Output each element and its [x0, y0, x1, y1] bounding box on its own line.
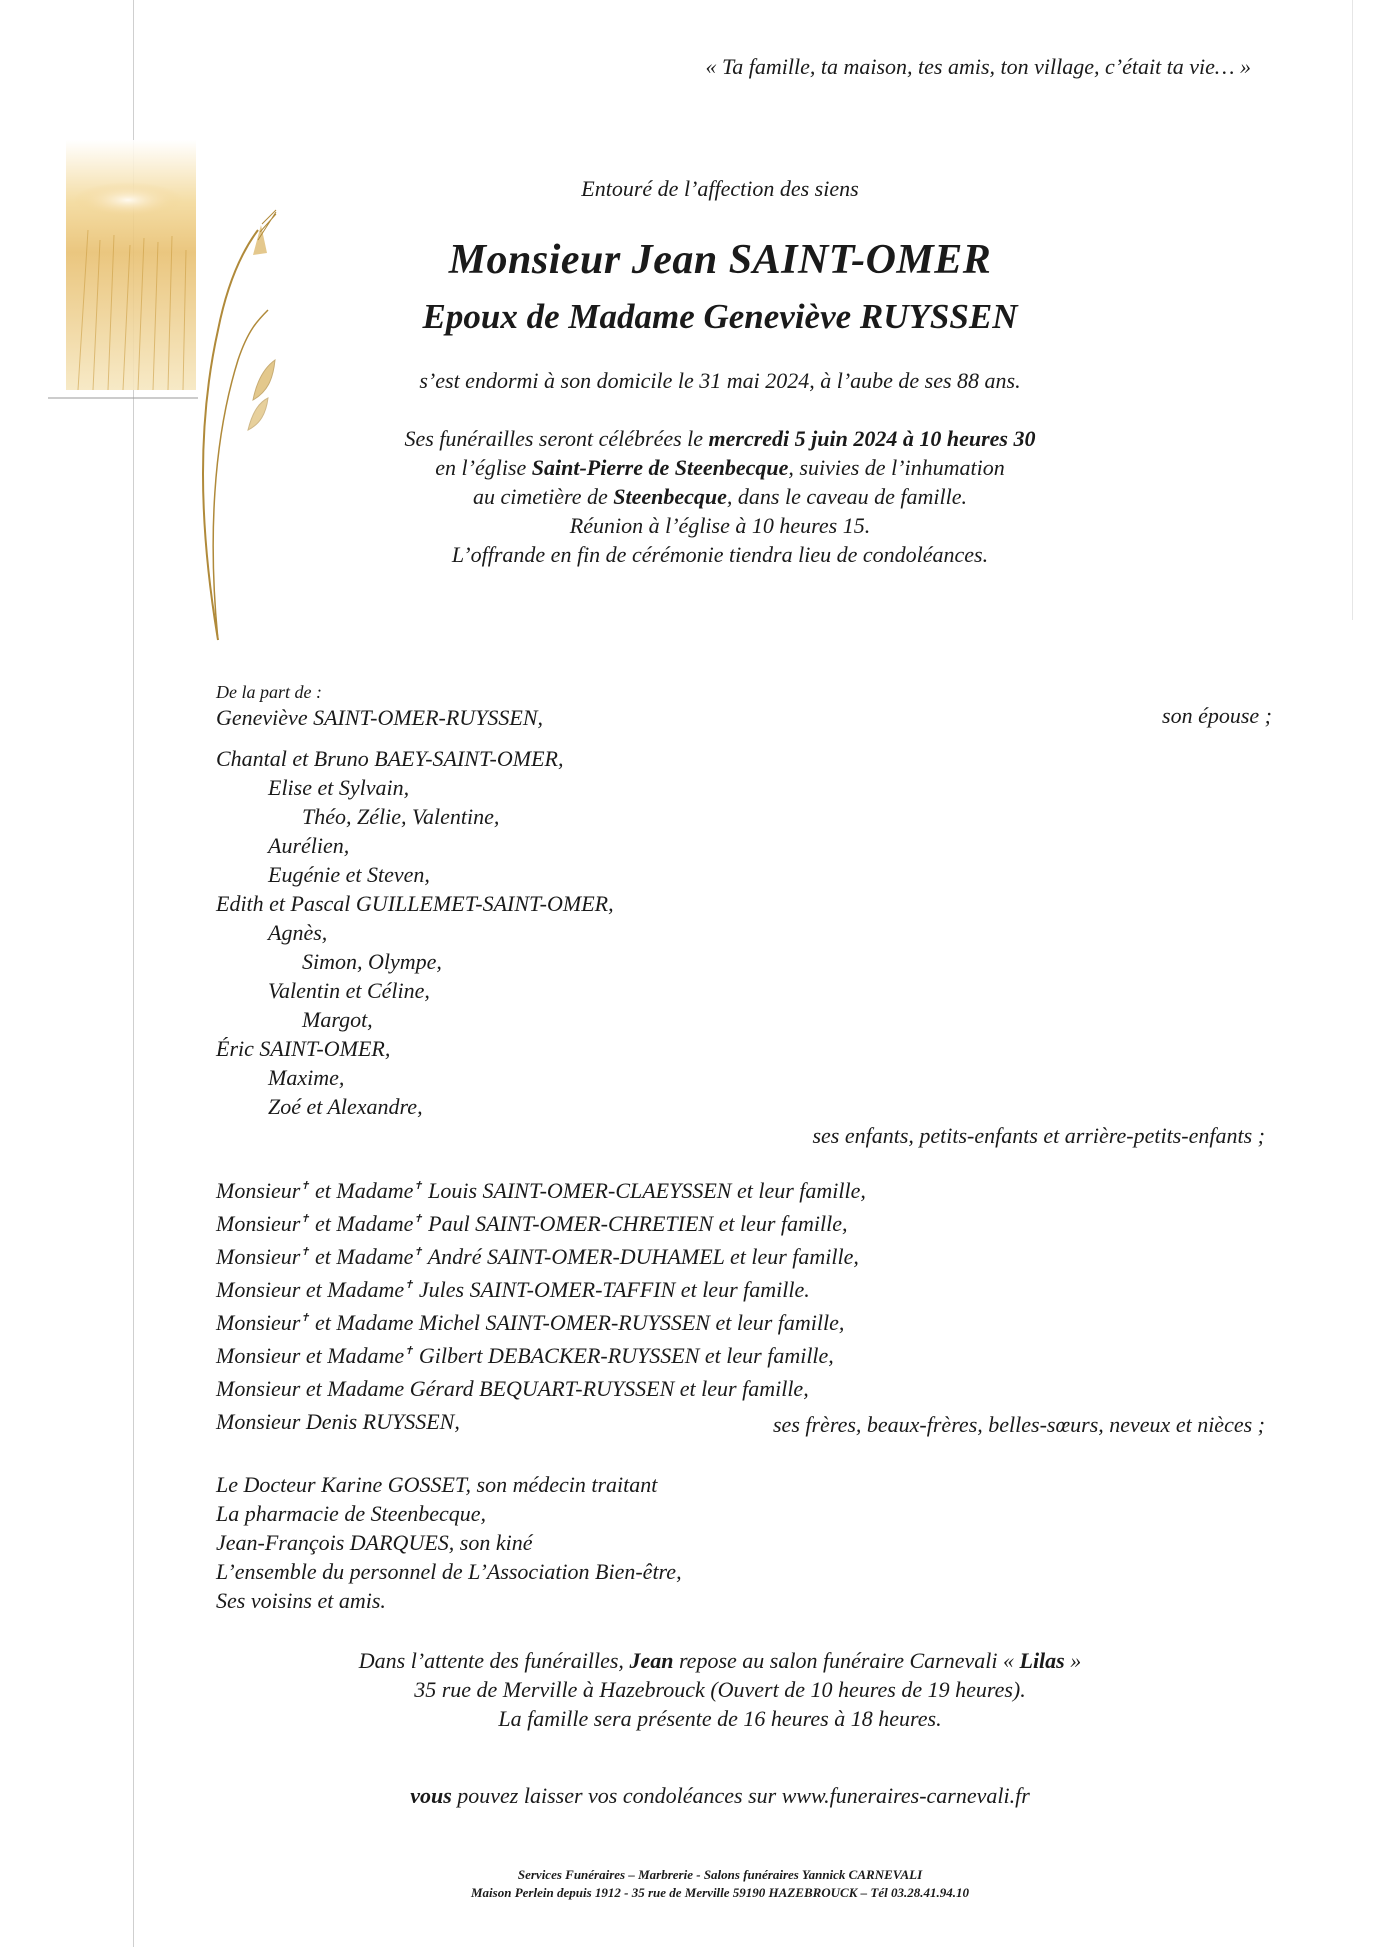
church-name: Saint-Pierre de Steenbecque [531, 455, 789, 480]
sibling-text: Monsieur [216, 1376, 301, 1401]
family-member: Éric SAINT-OMER, [216, 1036, 391, 1061]
sibling-line [216, 1304, 866, 1337]
family-member: Chantal et Bruno BAEY-SAINT-OMER, [216, 746, 564, 771]
funeral-text: , dans le caveau de famille. [726, 484, 968, 509]
condolences-text: pouvez laisser vos condoléances sur www.funeraires-carnevali.fr [451, 1783, 1030, 1808]
deceased-cross-icon: ✝ [300, 1312, 310, 1324]
funeral-details [250, 424, 1190, 569]
others-list [216, 1470, 682, 1615]
repose-line-3: La famille sera présente de 16 heures à 18 heures. [498, 1706, 942, 1731]
funeral-text: , suivies de l’inhumation [788, 455, 1005, 480]
sibling-line [216, 1337, 866, 1370]
siblings-relation: ses frères, beaux-frères, belles-sœurs, neveux et nièces ; [773, 1412, 1265, 1437]
sibling-text: Jules SAINT-OMER-TAFFIN et leur famille. [413, 1277, 810, 1302]
family-member: Valentin et Céline, [268, 978, 430, 1003]
family-member: Eugénie et Steven, [268, 862, 430, 887]
deceased-cross-icon: ✝ [300, 1213, 310, 1225]
sibling-line [216, 1370, 866, 1403]
sibling-text: Gilbert DEBACKER-RUYSSEN et leur famille, [413, 1343, 834, 1368]
other-mourner: L’ensemble du personnel de L’Association Bien-être, [216, 1559, 682, 1584]
family-member: Elise et Sylvain, [268, 775, 410, 800]
sibling-text: et Madame [309, 1178, 414, 1203]
family-member: Aurélien, [268, 833, 350, 858]
other-mourner: Le Docteur Karine GOSSET, son médecin traitant [216, 1472, 658, 1497]
other-mourner: La pharmacie de Steenbecque, [216, 1501, 487, 1526]
funeral-date: mercredi 5 juin 2024 à 10 heures 30 [708, 426, 1036, 451]
sibling-text: Monsieur [216, 1310, 301, 1335]
sibling-text: Monsieur [216, 1277, 301, 1302]
sibling-text: André SAINT-OMER-DUHAMEL et leur famille, [422, 1244, 859, 1269]
sibling-text: Michel SAINT-OMER-RUYSSEN et leur famille, [413, 1310, 845, 1335]
footer-line-1: Services Funéraires – Marbrerie - Salons funéraires Yannick CARNEVALI [517, 1867, 923, 1882]
footer [340, 1866, 1100, 1902]
surrounded-line: Entouré de l’affection des siens [581, 176, 859, 201]
deceased-cross-icon: ✝ [404, 1345, 414, 1357]
wife-name: Geneviève SAINT-OMER-RUYSSEN, [216, 705, 544, 730]
sibling-text: Monsieur [216, 1343, 301, 1368]
siblings-list [216, 1172, 866, 1436]
family-member: Agnès, [268, 920, 328, 945]
sibling-text: Monsieur Denis RUYSSEN, [216, 1409, 460, 1434]
repose-text: repose au salon funéraire Carnevali « [673, 1648, 1020, 1673]
funeral-text: Ses funérailles seront célébrées le [404, 426, 709, 451]
family-member: Zoé et Alexandre, [268, 1094, 423, 1119]
sibling-line [216, 1271, 866, 1304]
sibling-text: et Madame [300, 1376, 405, 1401]
deceased-cross-icon: ✝ [300, 1180, 310, 1192]
family-member: Edith et Pascal GUILLEMET-SAINT-OMER, [216, 891, 614, 916]
sibling-text: Monsieur [216, 1178, 301, 1203]
other-mourner: Jean-François DARQUES, son kiné [216, 1530, 533, 1555]
family-member: Théo, Zélie, Valentine, [302, 804, 500, 829]
opening-quote: « Ta famille, ta maison, tes amis, ton village, c’était ta vie… » [705, 54, 1251, 79]
family-member: Simon, Olympe, [302, 949, 442, 974]
sibling-text: et Madame [300, 1277, 405, 1302]
sibling-line [216, 1403, 866, 1436]
right-margin-line [1352, 0, 1353, 620]
sibling-text: et Madame [300, 1343, 405, 1368]
wheat-decoration [48, 0, 278, 660]
repose-text: Dans l’attente des funérailles, [358, 1648, 630, 1673]
deceased-cross-icon: ✝ [413, 1180, 423, 1192]
repose-text: » [1064, 1648, 1082, 1673]
funeral-text: en l’église [435, 455, 532, 480]
deceased-cross-icon: ✝ [300, 1246, 310, 1258]
family-member: Maxime, [268, 1065, 345, 1090]
cemetery-name: Steenbecque [613, 484, 727, 509]
funeral-line-4: Réunion à l’église à 10 heures 15. [569, 513, 871, 538]
funeral-line-1 [250, 424, 1190, 453]
sibling-text: Monsieur [216, 1211, 301, 1236]
funeral-text: au cimetière de [472, 484, 614, 509]
deceased-cross-icon: ✝ [413, 1246, 423, 1258]
sibling-text: et Madame [309, 1211, 414, 1236]
funeral-line-5: L’offrande en fin de cérémonie tiendra lieu de condoléances. [451, 542, 989, 567]
sibling-line [216, 1205, 866, 1238]
sibling-text: et Madame [309, 1244, 414, 1269]
condolences-bold: vous [410, 1783, 452, 1808]
footer-line-2: Maison Perlein depuis 1912 - 35 rue de Merville 59190 HAZEBROUCK – Tél 03.28.41.94.10 [471, 1885, 969, 1900]
sibling-text: Gérard BEQUART-RUYSSEN et leur famille, [404, 1376, 809, 1401]
deceased-cross-icon: ✝ [404, 1279, 414, 1291]
wife-relation: son épouse ; [1162, 703, 1272, 728]
first-name: Jean [629, 1648, 674, 1673]
passed-line: s’est endormi à son domicile le 31 mai 2024, à l’aube de ses 88 ans. [419, 368, 1021, 393]
sibling-line [216, 1238, 866, 1271]
funeral-line-3 [250, 482, 1190, 511]
spouse-line: Epoux de Madame Geneviève RUYSSEN [422, 297, 1018, 336]
condolences-line [250, 1781, 1190, 1810]
salon-name: Lilas [1019, 1648, 1065, 1673]
sibling-text: Louis SAINT-OMER-CLAEYSSEN et leur famille, [422, 1178, 866, 1203]
funeral-line-2 [250, 453, 1190, 482]
family-member: Margot, [302, 1007, 373, 1032]
other-mourner: Ses voisins et amis. [216, 1588, 386, 1613]
deceased-name: Monsieur Jean SAINT-OMER [448, 237, 992, 283]
repose-line-1 [250, 1646, 1190, 1675]
sibling-text: Paul SAINT-OMER-CHRETIEN et leur famille, [422, 1211, 848, 1236]
sibling-text: Monsieur [216, 1244, 301, 1269]
sibling-text: et Madame [309, 1310, 414, 1335]
repose-block [250, 1646, 1190, 1733]
sibling-line [216, 1172, 866, 1205]
deceased-cross-icon: ✝ [413, 1213, 423, 1225]
children-list [216, 744, 614, 1121]
children-relation: ses enfants, petits-enfants et arrière-petits-enfants ; [812, 1123, 1265, 1148]
repose-line-2: 35 rue de Merville à Hazebrouck (Ouvert de 10 heures de 19 heures). [414, 1677, 1026, 1702]
from-label: De la part de : [216, 682, 322, 702]
